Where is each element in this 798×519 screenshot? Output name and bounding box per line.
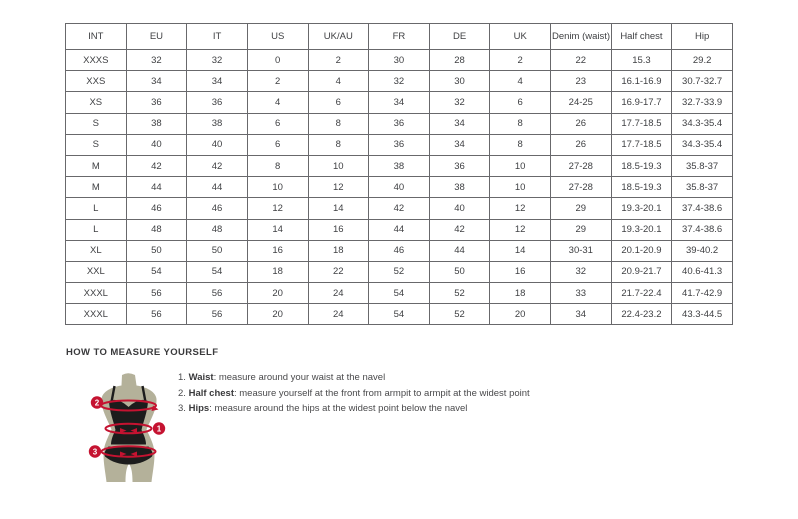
table-cell: 36 — [429, 155, 490, 176]
waist-badge — [153, 422, 165, 434]
column-header: DE — [429, 24, 490, 50]
table-row — [66, 134, 733, 155]
table-row — [66, 283, 733, 304]
table-cell: 10 — [490, 155, 551, 176]
table-header-row — [66, 24, 733, 50]
half-chest-badge-number: 2 — [94, 398, 100, 408]
table-cell: 50 — [187, 240, 248, 261]
column-header: Denim (waist) — [551, 24, 612, 50]
table-cell: 38 — [429, 177, 490, 198]
table-cell: 32 — [551, 261, 612, 282]
table-cell: 30 — [369, 50, 430, 71]
table-cell: 54 — [187, 261, 248, 282]
table-cell: 20 — [490, 304, 551, 325]
column-header: FR — [369, 24, 430, 50]
step-text: : measure around the hips at the widest point below the navel — [209, 403, 468, 414]
table-cell: 44 — [369, 219, 430, 240]
table-cell: 26 — [551, 113, 612, 134]
table-cell: 26 — [551, 134, 612, 155]
table-cell: 29 — [551, 219, 612, 240]
table-cell: 48 — [126, 219, 187, 240]
table-cell: 10 — [490, 177, 551, 198]
table-cell: 20 — [247, 283, 308, 304]
table-row — [66, 177, 733, 198]
step-number: 1. — [178, 372, 186, 383]
table-cell: 48 — [187, 219, 248, 240]
table-cell: 52 — [429, 283, 490, 304]
table-cell: XXXS — [66, 50, 127, 71]
table-cell: M — [66, 177, 127, 198]
table-cell: 54 — [369, 304, 430, 325]
table-cell: 16.9-17.7 — [611, 92, 672, 113]
table-cell: L — [66, 219, 127, 240]
table-cell: 36 — [369, 134, 430, 155]
column-header: IT — [187, 24, 248, 50]
table-cell: 20.1-20.9 — [611, 240, 672, 261]
table-cell: 17.7-18.5 — [611, 113, 672, 134]
table-row — [66, 50, 733, 71]
table-row — [66, 113, 733, 134]
table-cell: L — [66, 198, 127, 219]
table-cell: 34 — [369, 92, 430, 113]
table-cell: 42 — [369, 198, 430, 219]
table-cell: 4 — [490, 71, 551, 92]
table-cell: 33 — [551, 283, 612, 304]
table-cell: 46 — [187, 198, 248, 219]
table-cell: 24-25 — [551, 92, 612, 113]
table-cell: 19.3-20.1 — [611, 198, 672, 219]
table-cell: 12 — [490, 198, 551, 219]
table-cell: 32 — [187, 50, 248, 71]
waist-badge-number: 1 — [156, 424, 162, 434]
table-cell: 39-40.2 — [672, 240, 733, 261]
step-label: Half chest — [188, 387, 234, 399]
table-cell: XXS — [66, 71, 127, 92]
table-cell: 14 — [247, 219, 308, 240]
measure-instructions — [178, 373, 598, 420]
column-header: Half chest — [611, 24, 672, 50]
table-cell: 8 — [308, 113, 369, 134]
table-cell: 34.3-35.4 — [672, 134, 733, 155]
table-cell: 42 — [126, 155, 187, 176]
table-cell: 16 — [247, 240, 308, 261]
table-cell: 35.8-37 — [672, 177, 733, 198]
table-cell: 44 — [429, 240, 490, 261]
table-cell: 38 — [369, 155, 430, 176]
mannequin-figure — [78, 368, 178, 503]
measure-step-waist — [178, 373, 598, 383]
table-cell: 37.4-38.6 — [672, 219, 733, 240]
table-cell: 17.7-18.5 — [611, 134, 672, 155]
table-cell: XXL — [66, 261, 127, 282]
table-cell: 0 — [247, 50, 308, 71]
column-header: US — [247, 24, 308, 50]
table-cell: 16 — [490, 261, 551, 282]
table-cell: 41.7-42.9 — [672, 283, 733, 304]
table-cell: 46 — [126, 198, 187, 219]
table-cell: XL — [66, 240, 127, 261]
table-cell: 24 — [308, 283, 369, 304]
step-text: : measure yourself at the front from armpit to armpit at the widest point — [233, 387, 530, 399]
table-cell: 32 — [429, 92, 490, 113]
table-cell: 22 — [308, 261, 369, 282]
measure-heading: HOW TO MEASURE YOURSELF — [66, 347, 219, 358]
table-cell: 22 — [551, 50, 612, 71]
table-cell: XS — [66, 92, 127, 113]
table-cell: 40.6-41.3 — [672, 261, 733, 282]
hips-badge — [89, 445, 101, 457]
table-cell: 56 — [187, 283, 248, 304]
table-cell: 36 — [187, 92, 248, 113]
table-cell: 40 — [369, 177, 430, 198]
table-cell: 36 — [369, 113, 430, 134]
table-cell: 38 — [126, 113, 187, 134]
table-cell: 16 — [308, 219, 369, 240]
table-cell: 54 — [369, 283, 430, 304]
table-cell: 2 — [247, 71, 308, 92]
table-cell: 10 — [308, 155, 369, 176]
table-row — [66, 240, 733, 261]
table-cell: 22.4-23.2 — [611, 304, 672, 325]
table-row — [66, 92, 733, 113]
table-cell: 8 — [490, 113, 551, 134]
table-cell: 34 — [551, 304, 612, 325]
table-cell: 18 — [308, 240, 369, 261]
table-cell: 16.1-16.9 — [611, 71, 672, 92]
table-cell: S — [66, 134, 127, 155]
table-cell: 18.5-19.3 — [611, 155, 672, 176]
table-cell: 14 — [308, 198, 369, 219]
table-cell: 4 — [247, 92, 308, 113]
table-cell: 44 — [126, 177, 187, 198]
table-cell: 32 — [369, 71, 430, 92]
table-cell: 56 — [126, 304, 187, 325]
measure-step-half-chest — [178, 389, 598, 399]
table-cell: 44 — [187, 177, 248, 198]
measure-step-hips — [178, 404, 598, 414]
table-cell: 34 — [187, 71, 248, 92]
table-cell: 12 — [247, 198, 308, 219]
step-label: Waist — [188, 372, 214, 383]
table-cell: 42 — [187, 155, 248, 176]
table-cell: 46 — [369, 240, 430, 261]
table-cell: 4 — [308, 71, 369, 92]
table-cell: 6 — [247, 113, 308, 134]
table-cell: 27-28 — [551, 155, 612, 176]
table-cell: 12 — [490, 219, 551, 240]
column-header: INT — [66, 24, 127, 50]
table-cell: 20 — [247, 304, 308, 325]
table-cell: 8 — [308, 134, 369, 155]
table-cell: 50 — [126, 240, 187, 261]
table-cell: XXXL — [66, 283, 127, 304]
table-cell: 24 — [308, 304, 369, 325]
table-cell: 21.7-22.4 — [611, 283, 672, 304]
table-cell: 30 — [429, 71, 490, 92]
table-cell: 6 — [247, 134, 308, 155]
table-cell: 32.7-33.9 — [672, 92, 733, 113]
table-cell: 19.3-20.1 — [611, 219, 672, 240]
step-number: 3. — [178, 403, 186, 414]
table-cell: 8 — [490, 134, 551, 155]
table-cell: 52 — [369, 261, 430, 282]
hips-badge-number: 3 — [92, 447, 98, 457]
table-cell: 37.4-38.6 — [672, 198, 733, 219]
table-cell: 40 — [126, 134, 187, 155]
table-cell: 12 — [308, 177, 369, 198]
table-cell: 10 — [247, 177, 308, 198]
table-cell: 15.3 — [611, 50, 672, 71]
half-chest-badge — [91, 396, 103, 408]
table-cell: 14 — [490, 240, 551, 261]
table-row — [66, 155, 733, 176]
table-cell: 34.3-35.4 — [672, 113, 733, 134]
table-cell: 56 — [187, 304, 248, 325]
column-header: UK/AU — [308, 24, 369, 50]
table-cell: 6 — [490, 92, 551, 113]
table-row — [66, 71, 733, 92]
table-cell: 29.2 — [672, 50, 733, 71]
table-cell: 18 — [490, 283, 551, 304]
mannequin-illustration — [78, 368, 178, 503]
table-cell: 27-28 — [551, 177, 612, 198]
table-row — [66, 219, 733, 240]
table-cell: 40 — [429, 198, 490, 219]
step-number: 2. — [178, 387, 186, 399]
step-text: : measure around your waist at the navel — [213, 372, 386, 383]
table-cell: 42 — [429, 219, 490, 240]
table-cell: S — [66, 113, 127, 134]
table-cell: 43.3-44.5 — [672, 304, 733, 325]
table-cell: 54 — [126, 261, 187, 282]
table-row — [66, 304, 733, 325]
table-cell: 20.9-21.7 — [611, 261, 672, 282]
table-cell: 29 — [551, 198, 612, 219]
column-header: UK — [490, 24, 551, 50]
column-header: EU — [126, 24, 187, 50]
table-cell: 30.7-32.7 — [672, 71, 733, 92]
table-cell: 2 — [490, 50, 551, 71]
table-cell: 18.5-19.3 — [611, 177, 672, 198]
table-row — [66, 198, 733, 219]
table-cell: 52 — [429, 304, 490, 325]
table-cell: 50 — [429, 261, 490, 282]
table-cell: 18 — [247, 261, 308, 282]
table-cell: XXXL — [66, 304, 127, 325]
table-cell: 6 — [308, 92, 369, 113]
table-cell: 23 — [551, 71, 612, 92]
table-cell: 32 — [126, 50, 187, 71]
table-cell: M — [66, 155, 127, 176]
table-cell: 35.8-37 — [672, 155, 733, 176]
table-cell: 28 — [429, 50, 490, 71]
table-cell: 56 — [126, 283, 187, 304]
table-cell: 38 — [187, 113, 248, 134]
table-cell: 34 — [429, 113, 490, 134]
size-table-body — [66, 50, 733, 325]
table-cell: 8 — [247, 155, 308, 176]
table-cell: 40 — [187, 134, 248, 155]
column-header: Hip — [672, 24, 733, 50]
table-cell: 34 — [429, 134, 490, 155]
size-chart-table — [65, 23, 733, 325]
table-cell: 30-31 — [551, 240, 612, 261]
size-table-head — [66, 24, 733, 50]
table-row — [66, 261, 733, 282]
step-label: Hips — [188, 403, 210, 414]
table-cell: 36 — [126, 92, 187, 113]
table-cell: 2 — [308, 50, 369, 71]
table-cell: 34 — [126, 71, 187, 92]
